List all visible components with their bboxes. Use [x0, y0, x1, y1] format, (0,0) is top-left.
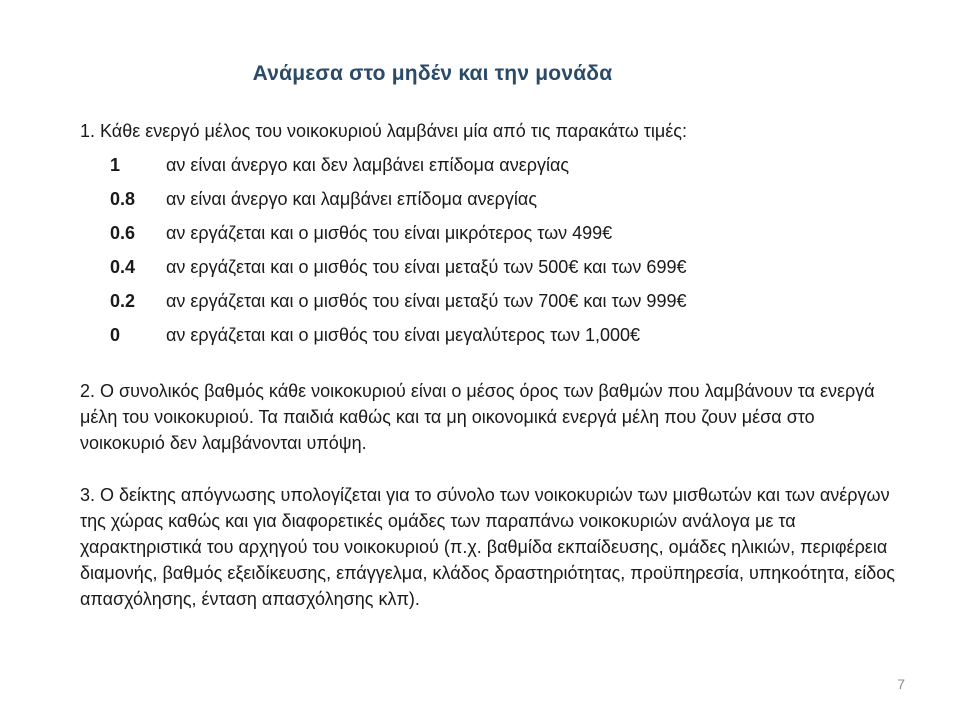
- score-row: [110, 254, 900, 288]
- score-description: αν εργάζεται και ο μισθός του είναι μεγαλύτερος των 1,000€: [166, 325, 641, 345]
- score-value: 0.6: [110, 223, 136, 243]
- point-3-text: 3. Ο δείκτης απόγνωσης υπολογίζεται για το σύνολο των νοικοκυριών των μισθωτών και των ανέργων της χώρας καθώς και για διαφορετικές ομάδες των παραπάνω νοικοκυριών ανάλογα με τα χαρακτηριστικά του αρχηγού του νοικοκυριού (π.χ. βαθμίδα εκπαίδευσης, ομάδες ηλικιών, περιφέρεια διαμονής, βαθμός εξειδίκευσης, επάγγελμα, κλάδος δραστηριότητας, προϋπηρεσία, υπηκοότητα, είδος απασχόλησης, ένταση απασχόλησης κλπ).: [80, 485, 895, 609]
- score-row: [110, 220, 900, 254]
- score-description: αν εργάζεται και ο μισθός του είναι μεταξύ των 500€ και των 699€: [166, 257, 687, 277]
- score-description: αν εργάζεται και ο μισθός του είναι μεταξύ των 700€ και των 999€: [166, 291, 687, 311]
- score-scale-list: [110, 152, 900, 356]
- score-row: [110, 152, 900, 186]
- score-row: [110, 288, 900, 322]
- score-value: 0: [110, 325, 121, 345]
- score-value: 0.2: [110, 291, 136, 311]
- score-row: [110, 186, 900, 220]
- point-1-intro: 1. Κάθε ενεργό μέλος του νοικοκυριού λαμβάνει μία από τις παρακάτω τιμές:: [80, 121, 687, 141]
- score-description: αν είναι άνεργο και λαμβάνει επίδομα ανεργίας: [166, 189, 537, 209]
- score-value: 0.4: [110, 257, 136, 277]
- slide-content: [80, 118, 900, 612]
- score-description: αν εργάζεται και ο μισθός του είναι μικρότερος των 499€: [166, 223, 613, 243]
- page-number: 7: [897, 676, 905, 692]
- score-value: 0.8: [110, 189, 136, 209]
- point-2-text: 2. Ο συνολικός βαθμός κάθε νοικοκυριού είναι ο μέσος όρος των βαθμών που λαμβάνουν τα ενεργά μέλη του νοικοκυριού. Τα παιδιά καθώς και τα μη οικονομικά ενεργά μέλη που ζουν μέσα στο νοικοκυριό δεν λαμβάνονται υπόψη.: [80, 381, 875, 453]
- score-value: 1: [110, 155, 121, 175]
- slide-title: Ανάμεσα στο μηδέν και την μονάδα: [252, 62, 613, 85]
- score-row: [110, 322, 900, 356]
- score-description: αν είναι άνεργο και δεν λαμβάνει επίδομα ανεργίας: [166, 155, 570, 175]
